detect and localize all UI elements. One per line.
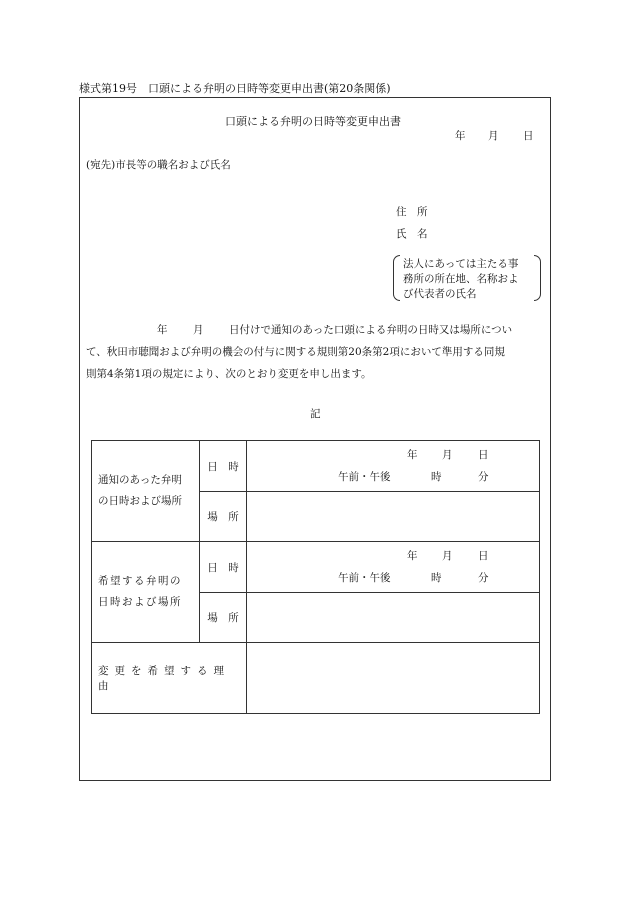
bracket-right — [534, 255, 541, 301]
table-row — [92, 441, 540, 492]
form-title: 口頭による弁明の日時等変更申出書 — [225, 115, 401, 128]
notified-line: 通知のあった弁明 — [98, 474, 182, 486]
desired-year: 年 — [407, 550, 418, 562]
desired-line: 日時および場所 — [98, 596, 182, 608]
form-number-label: 様式第19号 口頭による弁明の日時等変更申出書(第20条関係) — [79, 82, 391, 95]
corp-note-line: び代表者の氏名 — [403, 288, 477, 300]
notified-hour: 時 — [431, 471, 442, 483]
date-year: 年 — [455, 130, 466, 142]
notified-place-label: 場 所 — [200, 492, 247, 542]
notified-month: 月 — [442, 449, 453, 461]
notified-year: 年 — [407, 449, 418, 461]
body-line1: 日付けで通知のあった口頭による弁明の日時又は場所につい — [229, 324, 513, 336]
notified-datetime-label: 日 時 — [200, 441, 247, 492]
table-row — [92, 542, 540, 593]
body-year: 年 — [157, 324, 168, 336]
notified-place-field[interactable] — [247, 492, 540, 542]
notified-section-header — [92, 441, 200, 542]
desired-day: 日 — [478, 550, 489, 562]
date-day: 日 — [523, 130, 534, 142]
notified-ampm: 午前・午後 — [338, 471, 391, 483]
corporation-note — [393, 255, 541, 301]
body-month: 月 — [193, 324, 204, 336]
reason-label: 変更を希望する理由 — [92, 643, 247, 714]
notified-day: 日 — [478, 449, 489, 461]
desired-minute: 分 — [478, 572, 489, 584]
addressee: (宛先)市長等の職名および氏名 — [86, 159, 231, 171]
table-row — [92, 643, 540, 714]
desired-hour: 時 — [431, 572, 442, 584]
notified-line: の日時および場所 — [98, 495, 182, 507]
notified-datetime-field[interactable] — [247, 441, 540, 492]
desired-place-label: 場 所 — [200, 593, 247, 643]
desired-place-field[interactable] — [247, 593, 540, 643]
address-label: 住 所 — [396, 206, 428, 218]
corp-note-line: 法人にあっては主たる事 — [403, 258, 519, 270]
date-month: 月 — [488, 130, 499, 142]
details-table — [91, 440, 540, 714]
ki-label: 記 — [310, 408, 321, 420]
body-line2: て、秋田市聴聞および弁明の機会の付与に関する規則第20条第2項において準用する同規 — [86, 346, 505, 358]
reason-field[interactable] — [247, 643, 540, 714]
notified-minute: 分 — [478, 471, 489, 483]
desired-month: 月 — [442, 550, 453, 562]
desired-line: 希望する弁明の — [98, 575, 182, 587]
desired-datetime-label: 日 時 — [200, 542, 247, 593]
body-line3: 則第4条第1項の規定により、次のとおり変更を申し出ます。 — [86, 368, 372, 380]
corp-note-line: 務所の所在地、名称およ — [403, 273, 519, 285]
desired-ampm: 午前・午後 — [338, 572, 391, 584]
desired-datetime-field[interactable] — [247, 542, 540, 593]
bracket-left — [393, 255, 400, 301]
name-label: 氏 名 — [396, 228, 428, 240]
desired-section-header — [92, 542, 200, 643]
